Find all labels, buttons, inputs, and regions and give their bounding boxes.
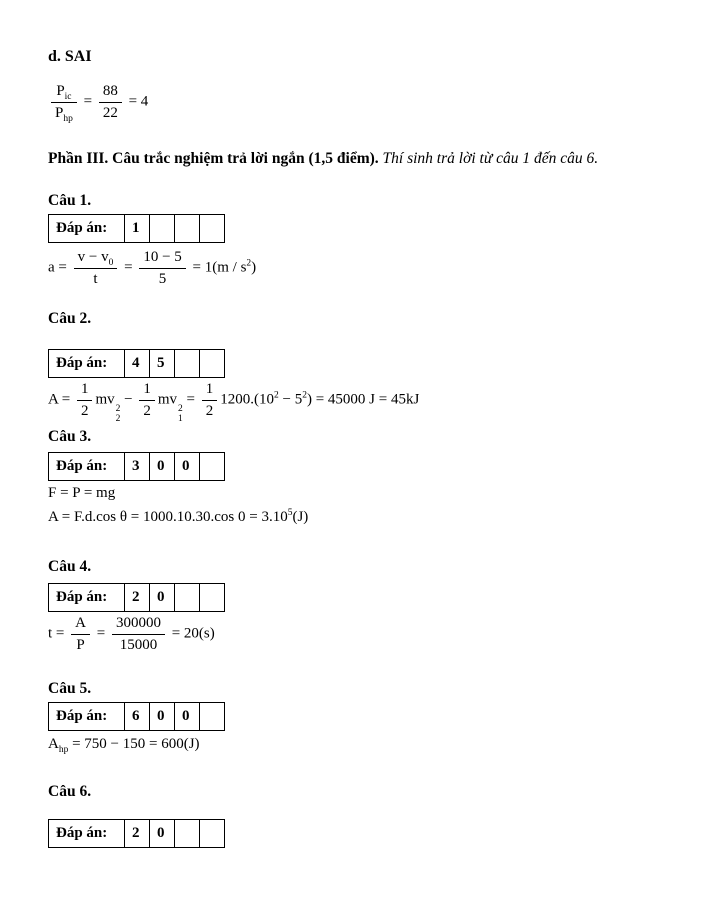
answer-cell: 0 <box>175 703 200 731</box>
section-heading <box>48 150 598 168</box>
question-1-formula: a = $\frac{v - v_0}{t}$ = $\frac{10 - 5}{5}$ = $1(m / s^2)$ <box>48 249 257 287</box>
question-1-heading: Câu 1. <box>48 192 92 209</box>
question-3-heading: Câu 3. <box>48 428 92 445</box>
answer-cell <box>175 350 200 378</box>
answer-cell <box>200 350 225 378</box>
answer-cell <box>200 584 225 612</box>
answer-key-note: d. SAI <box>48 48 92 65</box>
answer-cell: 0 <box>150 703 175 731</box>
question-4-formula: t = $\frac{A}{P}$ = $\frac{300000}{15000}$ = 20(s) <box>48 615 215 653</box>
answer-cell: 0 <box>175 453 200 481</box>
answer-table-5 <box>48 702 225 731</box>
answer-cell <box>200 703 225 731</box>
question-3-formula-weight: F = P = mg <box>48 485 116 501</box>
answer-cell: 0 <box>150 820 175 848</box>
answer-cell <box>175 215 200 243</box>
answer-cell: 0 <box>150 584 175 612</box>
answer-label-cell: Đáp án: <box>49 215 125 243</box>
answer-label-cell: Đáp án: <box>49 703 125 731</box>
answer-cell: 2 <box>125 820 150 848</box>
answer-cell <box>200 453 225 481</box>
answer-cell: 2 <box>125 584 150 612</box>
answer-table-2 <box>48 349 225 378</box>
question-5-formula: $A_{hp} = 750 - 150 = 600(J)$ <box>48 736 200 755</box>
table-row <box>49 703 225 731</box>
table-row <box>49 215 225 243</box>
answer-label-cell: Đáp án: <box>49 453 125 481</box>
answer-label-cell: Đáp án: <box>49 820 125 848</box>
question-2-formula: A = $\frac{1}{2}$ mv 2 2 − $\frac{1}{2}$ mv 2 1 = $\frac{1}{2}$ $1200.(10^2 - 5^2) = 45000$ J = 45kJ <box>48 381 420 424</box>
answer-cell: 4 <box>125 350 150 378</box>
answer-cell <box>175 820 200 848</box>
answer-label-cell: Đáp án: <box>49 350 125 378</box>
answer-table-3 <box>48 452 225 481</box>
answer-table-4 <box>48 583 225 612</box>
table-row <box>49 584 225 612</box>
answer-cell: 3 <box>125 453 150 481</box>
answer-cell: 1 <box>125 215 150 243</box>
answer-cell <box>150 215 175 243</box>
table-row <box>49 350 225 378</box>
table-row <box>49 820 225 848</box>
answer-cell <box>175 584 200 612</box>
answer-cell: 0 <box>150 453 175 481</box>
question-4-heading: Câu 4. <box>48 558 92 575</box>
answer-label-cell: Đáp án: <box>49 584 125 612</box>
question-3-formula-work: A = F.d.cos θ = 1000.10.30.cos $0 = 3.10^5(J)$ <box>48 508 309 525</box>
answer-cell <box>200 215 225 243</box>
question-5-heading: Câu 5. <box>48 680 92 697</box>
question-2-heading: Câu 2. <box>48 310 92 327</box>
table-row <box>49 453 225 481</box>
answer-cell <box>200 820 225 848</box>
section-heading-bold: Phần III. Câu trắc nghiệm trả lời ngắn (1,5 điểm). <box>48 150 379 167</box>
answer-cell: 5 <box>150 350 175 378</box>
efficiency-formula: $\frac{P_{ic}}{P_{hp}}$ = $\frac{88}{22}$ = 4 <box>48 82 148 123</box>
answer-table-6 <box>48 819 225 848</box>
answer-cell: 6 <box>125 703 150 731</box>
question-6-heading: Câu 6. <box>48 783 92 800</box>
answer-table-1 <box>48 214 225 243</box>
section-heading-italic: Thí sinh trả lời từ câu 1 đến câu 6. <box>378 150 599 167</box>
